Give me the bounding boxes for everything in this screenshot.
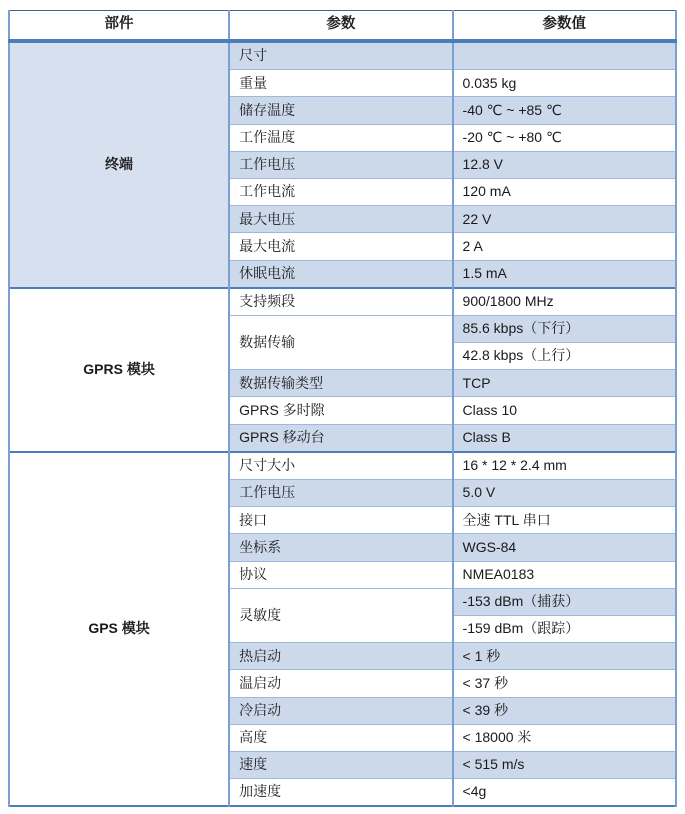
param-cell: 最大电流 <box>229 233 452 260</box>
param-cell: 数据传输类型 <box>229 370 452 397</box>
spec-table <box>8 10 677 807</box>
param-cell: 加速度 <box>229 779 452 807</box>
param-cell: 重量 <box>229 70 452 97</box>
param-cell: 坐标系 <box>229 534 452 561</box>
value-cell: Class 10 <box>453 397 676 424</box>
param-cell: 储存温度 <box>229 97 452 124</box>
param-cell: 速度 <box>229 751 452 778</box>
header-parameter: 参数 <box>229 11 452 42</box>
param-cell: 热启动 <box>229 643 452 670</box>
value-cell: 120 mA <box>453 178 676 205</box>
value-cell: 5.0 V <box>453 480 676 507</box>
param-cell: 协议 <box>229 561 452 588</box>
value-cell: 2 A <box>453 233 676 260</box>
value-cell: 42.8 kbps（上行） <box>453 343 676 370</box>
header-component: 部件 <box>9 11 229 42</box>
param-cell: GPRS 多时隙 <box>229 397 452 424</box>
table-row <box>9 41 676 70</box>
value-cell: -40 ℃ ~ +85 ℃ <box>453 97 676 124</box>
param-cell: 尺寸 <box>229 41 452 70</box>
value-cell: < 18000 米 <box>453 724 676 751</box>
value-cell: 1.5 mA <box>453 260 676 288</box>
value-cell: < 39 秒 <box>453 697 676 724</box>
component-cell-gps-module: GPS 模块 <box>9 452 229 806</box>
value-cell: <4g <box>453 779 676 807</box>
value-cell: -153 dBm（捕获） <box>453 588 676 615</box>
param-cell: 休眠电流 <box>229 260 452 288</box>
param-cell: 工作温度 <box>229 124 452 151</box>
value-cell: 16 * 12 * 2.4 mm <box>453 452 676 480</box>
value-cell: < 37 秒 <box>453 670 676 697</box>
value-cell: 900/1800 MHz <box>453 288 676 316</box>
param-cell: 冷启动 <box>229 697 452 724</box>
value-cell: -20 ℃ ~ +80 ℃ <box>453 124 676 151</box>
component-cell-terminal: 终端 <box>9 41 229 288</box>
value-cell: 85.6 kbps（下行） <box>453 315 676 342</box>
param-cell: 高度 <box>229 724 452 751</box>
param-cell: 尺寸大小 <box>229 452 452 480</box>
header-row <box>9 11 676 42</box>
param-cell: 工作电压 <box>229 151 452 178</box>
value-cell: Class B <box>453 424 676 452</box>
table-row <box>9 288 676 316</box>
value-cell: < 515 m/s <box>453 751 676 778</box>
value-cell: TCP <box>453 370 676 397</box>
value-cell: -159 dBm（跟踪） <box>453 615 676 642</box>
param-cell: 温启动 <box>229 670 452 697</box>
value-cell: 0.035 kg <box>453 70 676 97</box>
param-cell: 工作电压 <box>229 480 452 507</box>
value-cell: NMEA0183 <box>453 561 676 588</box>
param-cell: 最大电压 <box>229 206 452 233</box>
value-cell: < 1 秒 <box>453 643 676 670</box>
param-cell-merged: 灵敏度 <box>229 588 452 642</box>
value-cell: 12.8 V <box>453 151 676 178</box>
header-parameter-value: 参数值 <box>453 11 676 42</box>
param-cell-merged: 数据传输 <box>229 315 452 369</box>
value-cell: 22 V <box>453 206 676 233</box>
param-cell: GPRS 移动台 <box>229 424 452 452</box>
value-cell <box>453 41 676 70</box>
value-cell: WGS-84 <box>453 534 676 561</box>
table-row <box>9 452 676 480</box>
component-cell-gprs-module: GPRS 模块 <box>9 288 229 452</box>
param-cell: 接口 <box>229 507 452 534</box>
param-cell: 工作电流 <box>229 178 452 205</box>
param-cell: 支持频段 <box>229 288 452 316</box>
value-cell: 全速 TTL 串口 <box>453 507 676 534</box>
